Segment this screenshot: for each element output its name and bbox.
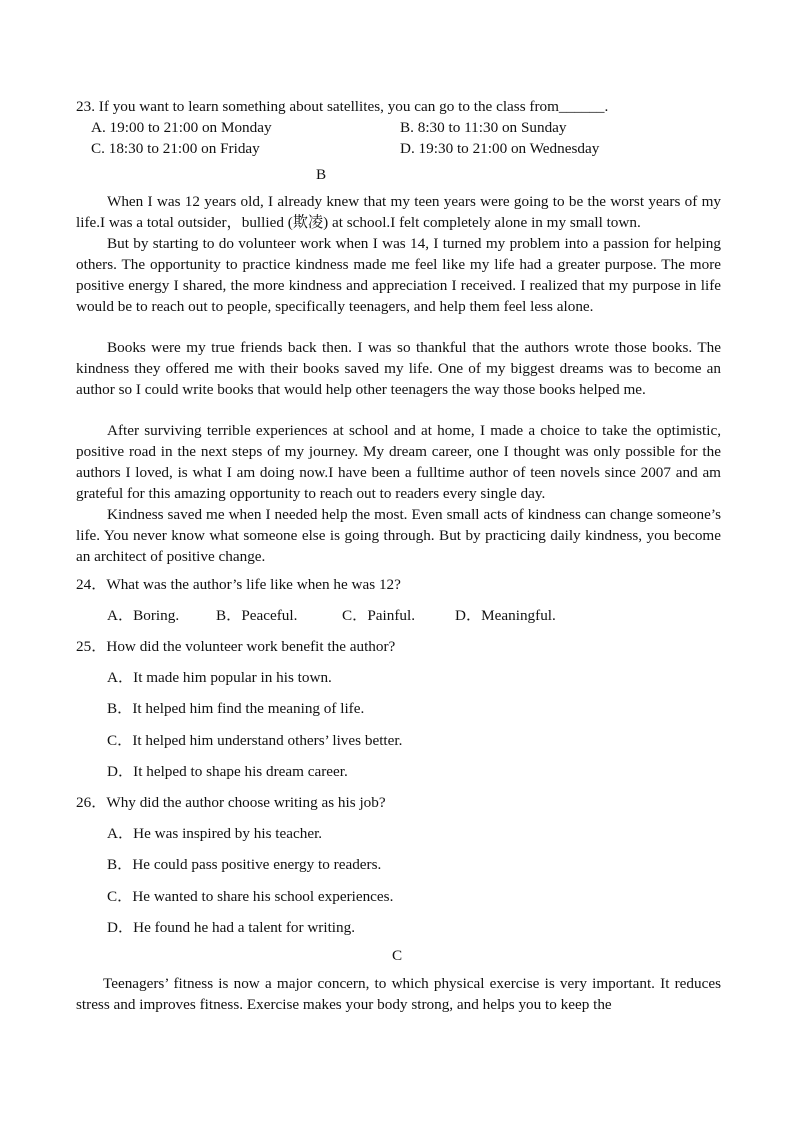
q24-option-b: B．Peaceful.	[216, 607, 298, 624]
passage-b-paragraph-5: Kindness saved me when I needed help the most. Even small acts of kindness can change someone’s life. You never know what someone else is going through. But by practicing daily kindness, you become an architect of positive change.	[76, 506, 721, 565]
section-c-label: C	[392, 947, 403, 964]
passage-b-paragraph-1: When I was 12 years old, I already knew that my teen years were going to be the worst years of my life.I was a total outsider，bullied (欺凌) at school.I felt completely alone in my small town.	[76, 193, 721, 231]
passage-b-paragraph-4: After surviving terrible experiences at school and at home, I made a choice to take the optimistic, positive road in the next steps of my journey. My dream career, one I thought was only possible for the authors I loved, is what I am doing now.I have been a fulltime author of teen novels since 2007 and am grateful for this amazing opportunity to reach out to readers every single day.	[76, 422, 721, 502]
q26-option-c: C．He wanted to share his school experiences.	[107, 888, 394, 905]
q23-stem: 23. If you want to learn something about satellites, you can go to the class from______.	[76, 98, 609, 115]
q26-option-a: A．He was inspired by his teacher.	[107, 825, 323, 842]
q25-option-d: D．It helped to shape his dream career.	[107, 763, 348, 780]
q26-option-b: B．He could pass positive energy to readers.	[107, 856, 382, 873]
q26-option-d: D．He found he had a talent for writing.	[107, 919, 355, 936]
q25-option-a: A．It made him popular in his town.	[107, 669, 332, 686]
q24-stem: 24．What was the author’s life like when he was 12?	[76, 576, 401, 593]
q25-stem: 25．How did the volunteer work benefit the author?	[76, 638, 396, 655]
q23-option-c: C. 18:30 to 21:00 on Friday	[91, 140, 260, 157]
passage-c-paragraph-1: Teenagers’ fitness is now a major concern, to which physical exercise is very important. It reduces stress and improves fitness. Exercise makes your body strong, and helps you to keep the	[76, 975, 721, 1013]
q24-option-d: D．Meaningful.	[455, 607, 556, 624]
q25-option-c: C．It helped him understand others’ lives better.	[107, 732, 403, 749]
q23-option-a: A. 19:00 to 21:00 on Monday	[91, 119, 272, 136]
passage-b-paragraph-2: But by starting to do volunteer work when I was 14, I turned my problem into a passion for helping others. The opportunity to practice kindness made me feel like my life had a greater purpose. The more positive energy I shared, the more kindness and appreciation I received. I realized that my purpose in life would be to reach out to people, specifically teenagers, and help them feel less alone.	[76, 235, 721, 315]
q25-option-b: B．It helped him find the meaning of life.	[107, 700, 365, 717]
q24-option-a: A．Boring.	[107, 607, 180, 624]
section-b-label: B	[316, 166, 327, 183]
q24-option-c: C．Painful.	[342, 607, 415, 624]
q26-stem: 26．Why did the author choose writing as his job?	[76, 794, 386, 811]
q23-option-b: B. 8:30 to 11:30 on Sunday	[400, 119, 567, 136]
q23-option-d: D. 19:30 to 21:00 on Wednesday	[400, 140, 600, 157]
passage-b-paragraph-3: Books were my true friends back then. I was so thankful that the authors wrote those books. The kindness they offered me with their books saved my life. One of my biggest dreams was to become an author so I could write books that would help other teenagers the way those books helped me.	[76, 339, 721, 398]
